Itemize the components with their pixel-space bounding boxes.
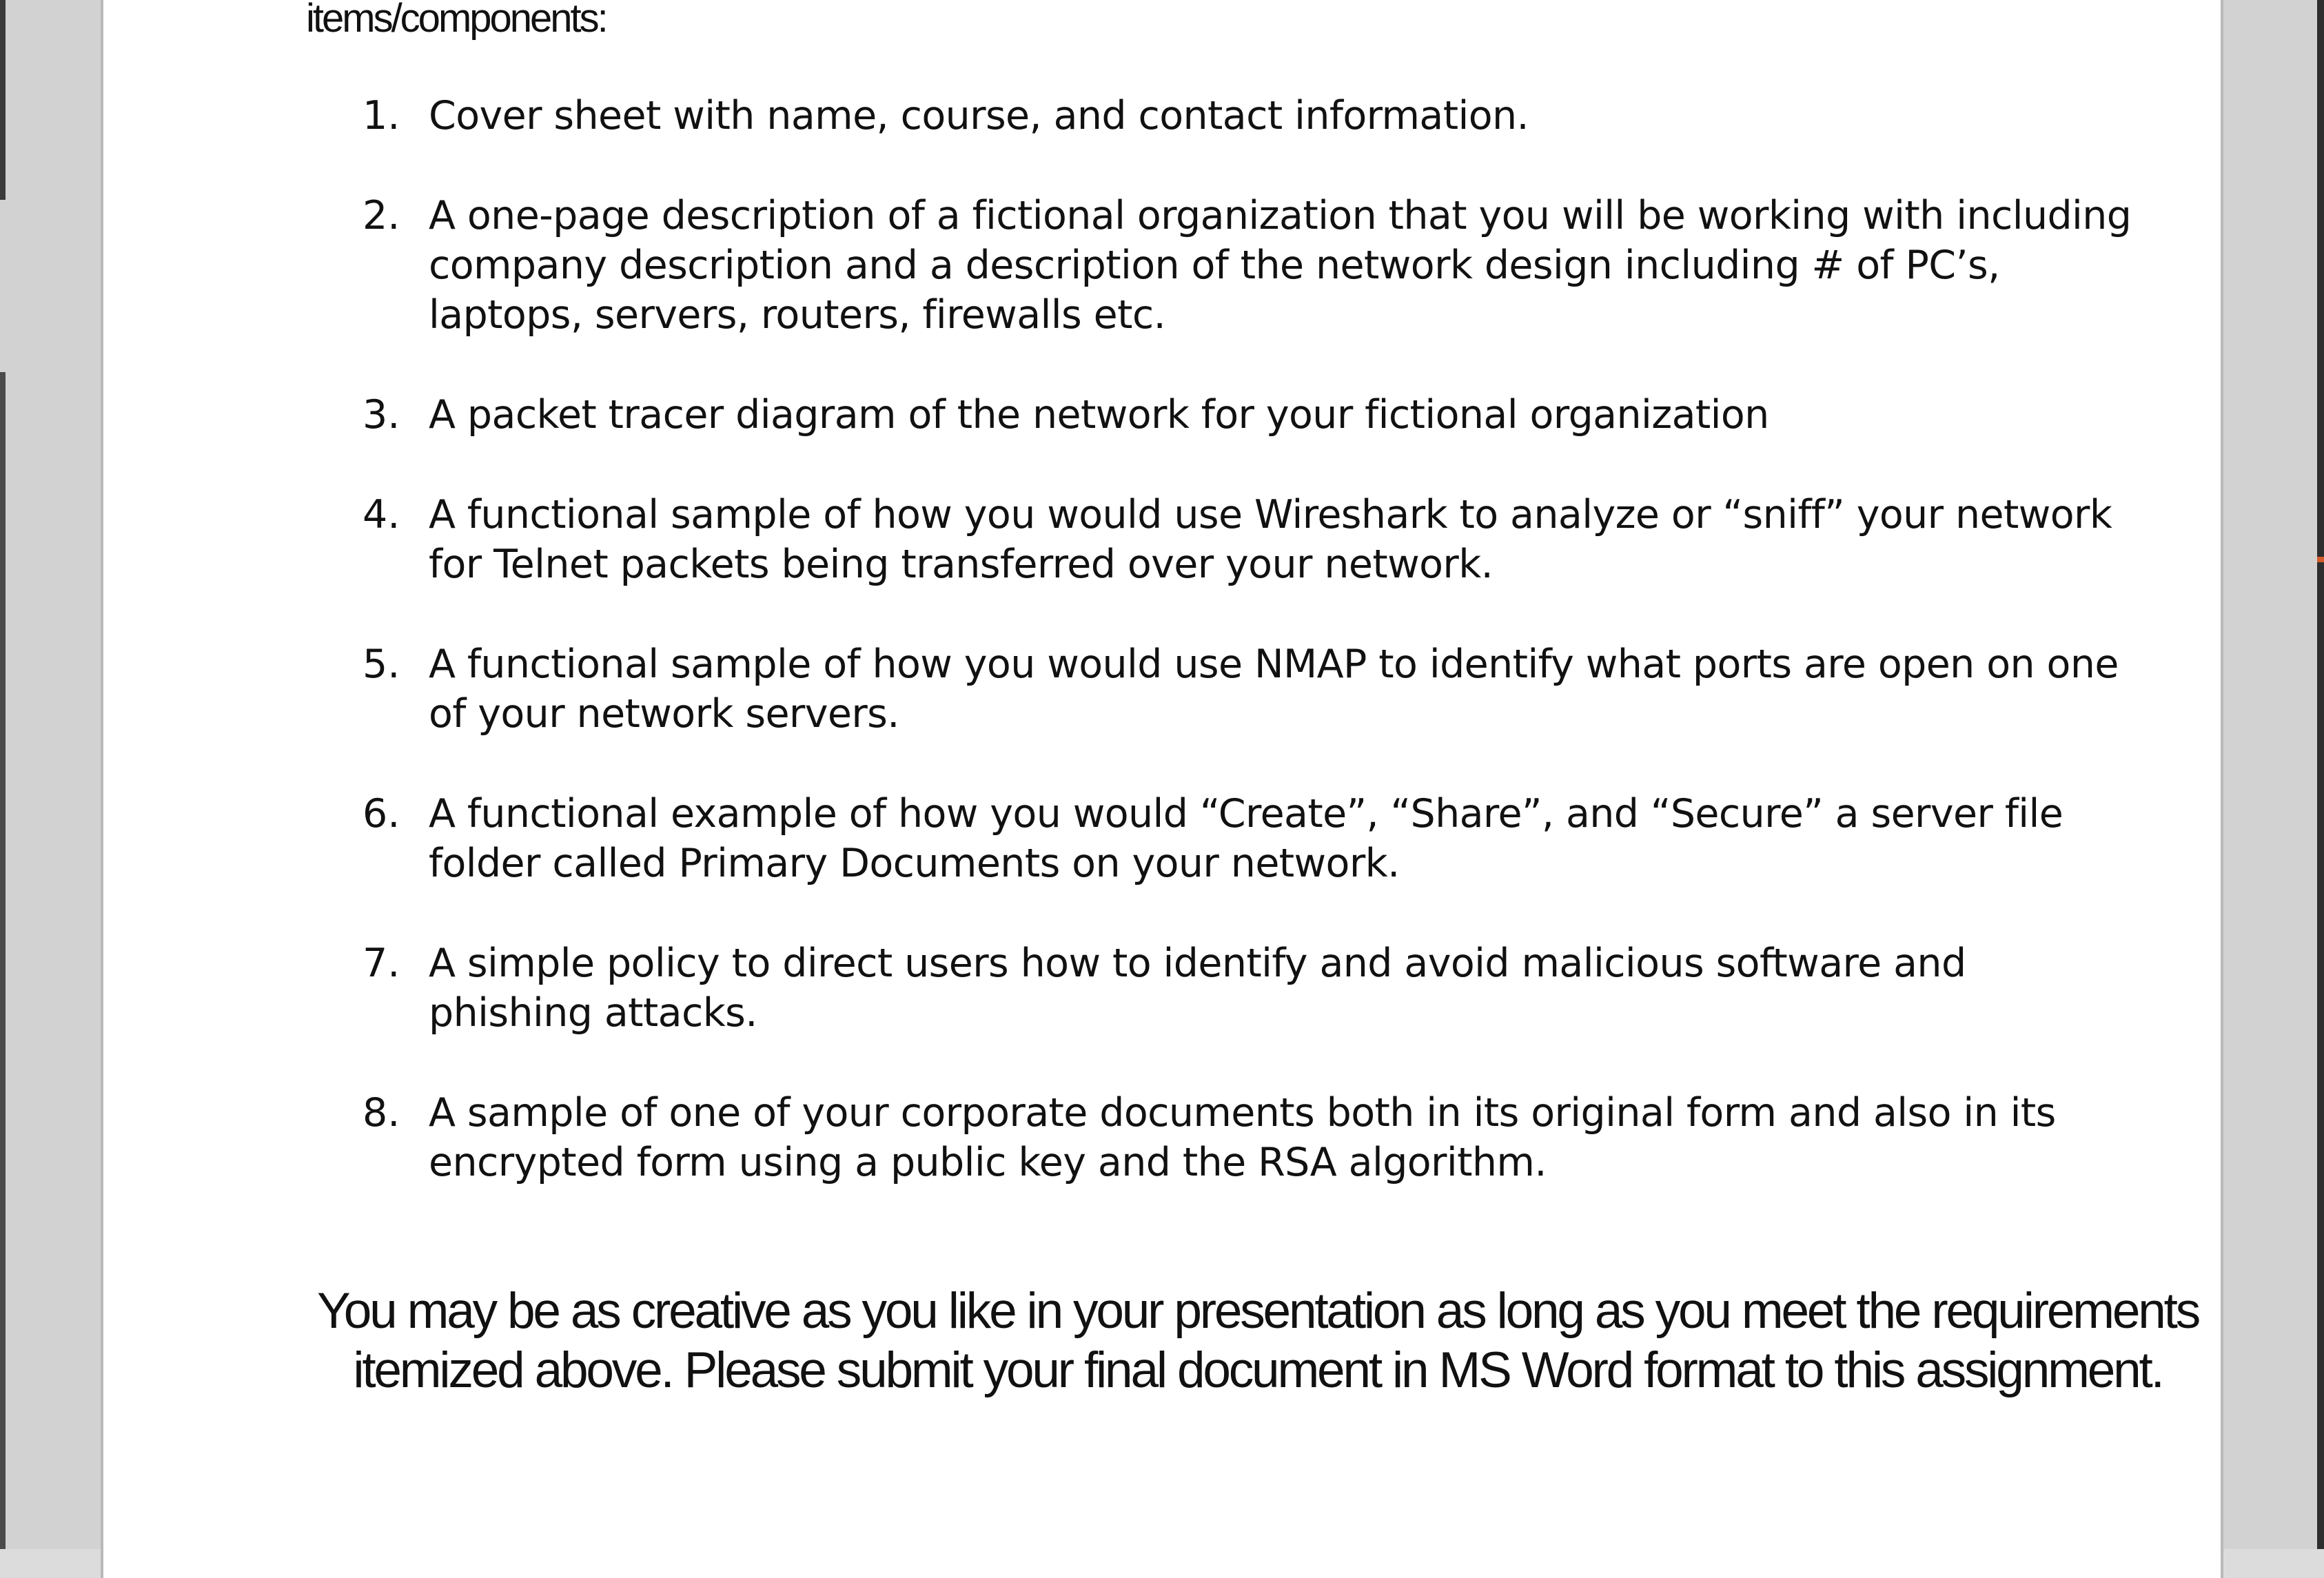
list-item-number: 5. <box>363 642 400 687</box>
document-page <box>101 0 2223 1578</box>
list-item-number: 8. <box>363 1090 400 1136</box>
list-item-text: A sample of one of your corporate documents both in its original form and also in its encrypted form using a public key and the RSA algorithm. <box>429 1090 2056 1185</box>
requirements-list <box>103 91 2226 1238</box>
list-item <box>103 1088 2226 1187</box>
list-item <box>103 789 2226 888</box>
list-item-text: A functional sample of how you would use Wireshark to analyze or “sniff” your network for Telnet packets being transferred over your network. <box>429 492 2112 587</box>
closing-paragraph: You may be as creative as you like in your presentation as long as you meet the requirements itemized above. Please submit your final document in MS Word format to this assignment. <box>316 1283 2199 1398</box>
intro-text: items/components: <box>306 0 607 41</box>
scroll-position-marker <box>2317 557 2324 562</box>
list-item-text: A one-page description of a fictional organization that you will be working with including company description and a description of the network design including # of PC’s, laptops, servers, routers, firewalls etc. <box>429 193 2132 338</box>
list-item-number: 1. <box>363 93 400 139</box>
list-item-number: 2. <box>363 193 400 238</box>
list-item <box>103 939 2226 1038</box>
list-item-text: A simple policy to direct users how to identify and avoid malicious software and phishing attacks. <box>429 941 1966 1036</box>
list-item-number: 4. <box>363 492 400 537</box>
list-item-text: A packet tracer diagram of the network for your fictional organization <box>429 392 1769 438</box>
list-item-number: 7. <box>363 941 400 986</box>
list-item-text: A functional example of how you would “Create”, “Share”, and “Secure” a server file folder called Primary Documents on your network. <box>429 791 2063 886</box>
scrollbar-track[interactable] <box>2317 0 2324 1549</box>
window-edge <box>0 372 6 1549</box>
right-background <box>2223 0 2324 1549</box>
window-edge <box>0 0 6 200</box>
left-background <box>0 0 101 1549</box>
list-item-number: 6. <box>363 791 400 837</box>
list-item <box>103 390 2226 440</box>
list-item <box>103 191 2226 340</box>
list-item-number: 3. <box>363 392 400 438</box>
list-item <box>103 490 2226 589</box>
list-item <box>103 91 2226 141</box>
list-item-text: Cover sheet with name, course, and contact information. <box>429 93 1529 139</box>
list-item <box>103 639 2226 739</box>
list-item-text: A functional sample of how you would use NMAP to identify what ports are open on one of your network servers. <box>429 642 2119 737</box>
